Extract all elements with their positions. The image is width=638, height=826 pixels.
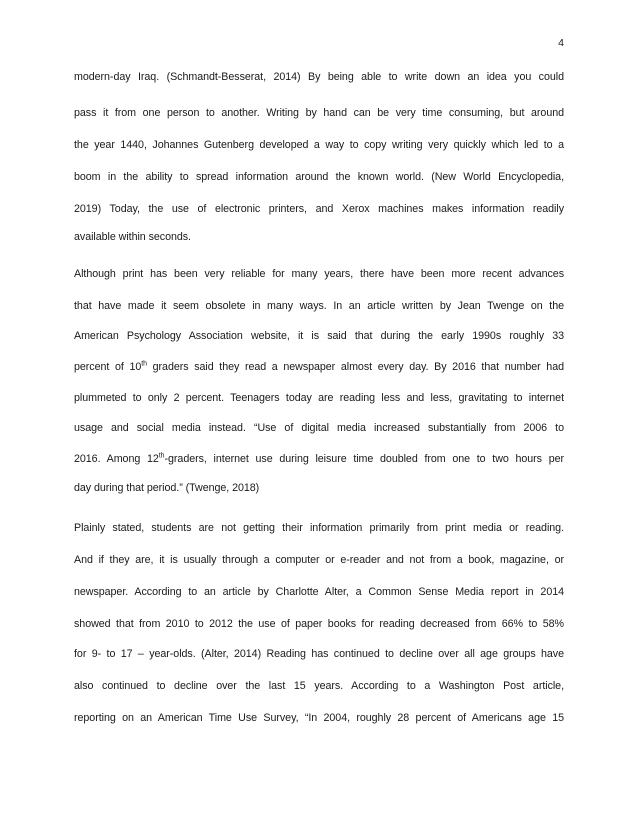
- text-line: for 9- to 17 – year-olds. (Alter, 2014) Reading has continued to decline over all age groups have: [74, 648, 564, 660]
- text-line: day during that period.” (Twenge, 2018): [74, 482, 260, 494]
- text-line: showed that from 2010 to 2012 the use of paper books for reading decreased from 66% to 58%: [74, 618, 564, 630]
- page-number: 4: [558, 37, 564, 49]
- text-line: Plainly stated, students are not getting their information primarily from print media or reading.: [74, 522, 564, 534]
- text-line: reporting on an American Time Use Survey, “In 2004, roughly 28 percent of Americans age 15: [74, 712, 564, 724]
- text-line: boom in the ability to spread information around the known world. (New World Encyclopedia,: [74, 171, 564, 183]
- text-line: the year 1440, Johannes Gutenberg developed a way to copy writing very quickly which led to a: [74, 139, 564, 151]
- superscript: th: [141, 360, 147, 368]
- text-fragment: -graders, internet use during leisure time doubled from one to two hours per: [164, 453, 564, 465]
- text-line: And if they are, it is usually through a computer or e-reader and not from a book, magazine, or: [74, 554, 564, 566]
- text-fragment: graders said they read a newspaper almost every day. By 2016 that number had: [146, 361, 564, 373]
- text-line: that have made it seem obsolete in many ways. In an article written by Jean Twenge on the: [74, 300, 564, 312]
- text-line: modern-day Iraq. (Schmandt-Besserat, 2014) By being able to write down an idea you could: [74, 71, 564, 83]
- text-line: available within seconds.: [74, 231, 191, 243]
- text-line: [74, 452, 564, 466]
- text-fragment: percent of 10: [74, 361, 142, 373]
- text-line: pass it from one person to another. Writing by hand can be very time consuming, but around: [74, 107, 564, 119]
- text-line: Although print has been very reliable for many years, there have been more recent advances: [74, 268, 564, 280]
- text-line: usage and social media instead. “Use of digital media increased substantially from 2006 to: [74, 422, 564, 434]
- text-line: also continued to decline over the last 15 years. According to a Washington Post article,: [74, 680, 564, 692]
- text-line: plummeted to only 2 percent. Teenagers today are reading less and less, gravitating to internet: [74, 392, 564, 404]
- text-line: [74, 360, 564, 374]
- text-fragment: 2016. Among 12: [74, 453, 159, 465]
- text-line: 2019) Today, the use of electronic printers, and Xerox machines makes information readily: [74, 203, 564, 215]
- text-line: American Psychology Association website, it is said that during the early 1990s roughly 33: [74, 330, 564, 342]
- text-line: newspaper. According to an article by Charlotte Alter, a Common Sense Media report in 2014: [74, 586, 564, 598]
- superscript: th: [158, 452, 165, 460]
